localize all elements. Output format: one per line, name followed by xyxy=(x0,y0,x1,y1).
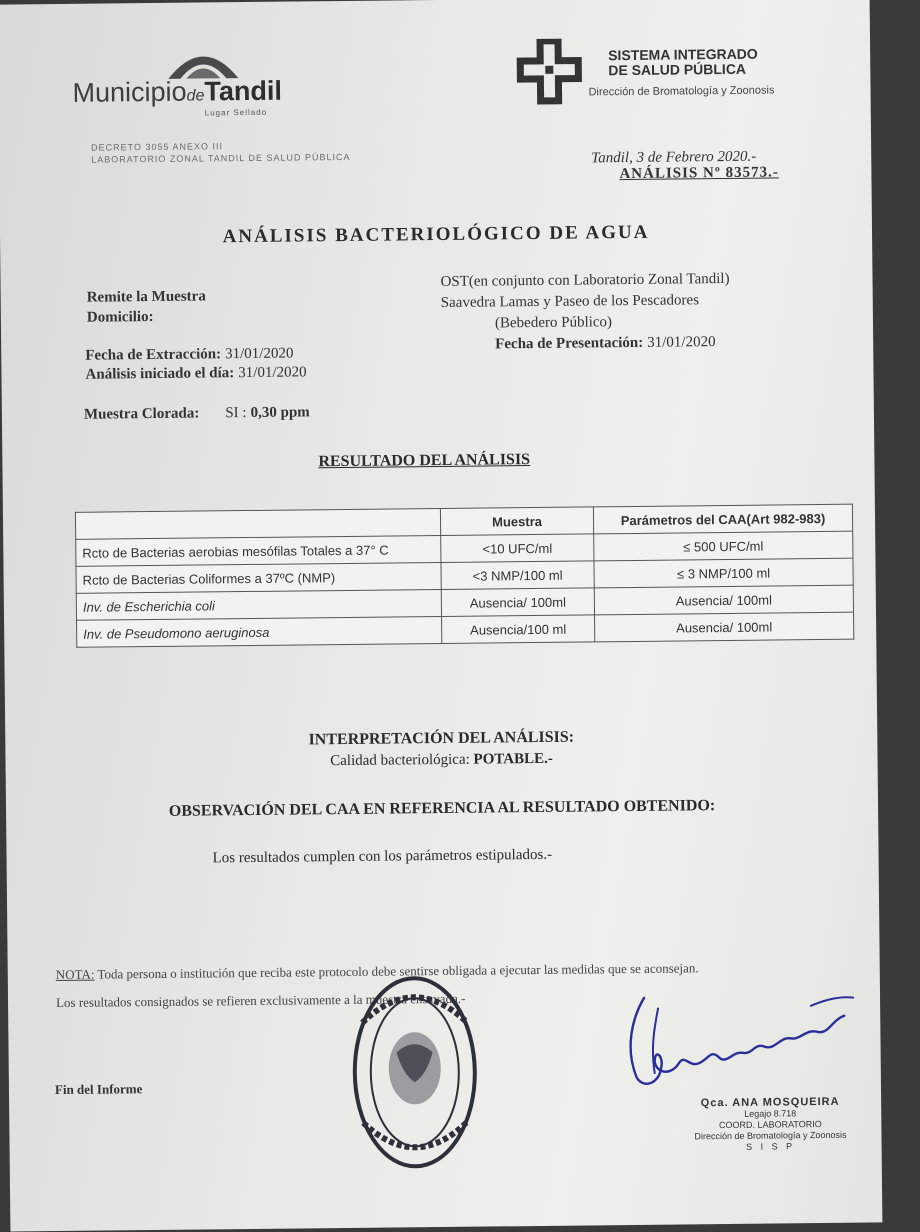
table-cell-sample: Ausencia/ 100ml xyxy=(441,588,594,617)
observation-text: Los resultados cumplen con los parámetros estipulados.- xyxy=(212,846,553,867)
municipio-pre: Municipio xyxy=(72,76,187,108)
document-title: ANÁLISIS BACTERIOLÓGICO DE AGUA xyxy=(222,221,650,248)
iniciado-label: Análisis iniciado el día: xyxy=(85,365,235,383)
sistema-line1: SISTEMA INTEGRADO xyxy=(608,45,758,64)
quality-label: Calidad bacteriológica: xyxy=(330,751,470,770)
table-cell-limit: ≤ 3 NMP/100 ml xyxy=(594,558,853,588)
extraccion-label: Fecha de Extracción: xyxy=(85,346,222,364)
table-cell-sample: Ausencia/100 ml xyxy=(442,615,595,644)
analisis-number: ANÁLISIS Nº 83573.- xyxy=(619,164,779,183)
table-cell-parameter: Inv. de Escherichia coli xyxy=(76,589,441,620)
results-table xyxy=(75,504,854,648)
remite-value: OST(en conjunto con Laboratorio Zonal Tandil) xyxy=(440,270,730,290)
remite-label: Remite la Muestra xyxy=(86,288,206,306)
signer-name: Qca. ANA MOSQUEIRA xyxy=(700,1095,840,1110)
place-date: Tandil, 3 de Febrero 2020.- xyxy=(591,148,757,167)
municipio-name: Tandil xyxy=(204,75,283,107)
presentacion-label: Fecha de Presentación: xyxy=(495,334,644,353)
iniciado-value: 31/01/2020 xyxy=(238,364,307,382)
nota-text2: Los resultados consignados se refieren exclusivamente a la muestra ensayada.- xyxy=(55,990,466,1011)
table-cell-limit: Ausencia/ 100ml xyxy=(594,585,853,615)
decreto-block xyxy=(91,139,350,166)
domicilio-value: Saavedra Lamas y Paseo de los Pescadores xyxy=(440,292,700,311)
municipio-arc-icon xyxy=(164,40,242,81)
municipio-logo xyxy=(72,39,343,122)
decreto-line2: LABORATORIO ZONAL TANDIL DE SALUD PÚBLICA xyxy=(91,151,351,165)
table-cell-parameter: Rcto de Bacterias Coliformes a 37ºC (NMP) xyxy=(76,562,441,593)
table-cell-limit: Ausencia/ 100ml xyxy=(595,612,854,642)
health-cross-icon xyxy=(516,38,583,105)
fin-del-informe: Fin del Informe xyxy=(54,1081,143,1098)
municipio-subtitle: Lugar Sellado xyxy=(204,107,268,118)
results-heading: RESULTADO DEL ANÁLISIS xyxy=(318,451,531,471)
nota-text1: Toda persona o institución que reciba este protocolo debe sentirse obligada a ejecutar las medidas que se aconsejan. xyxy=(94,960,699,982)
signature-stamp xyxy=(665,1059,876,1191)
extraccion-value: 31/01/2020 xyxy=(225,345,294,363)
presentacion-value: 31/01/2020 xyxy=(647,334,716,351)
signer-role: COORD. LABORATORIO xyxy=(718,1119,822,1131)
table-header-cell: Parámetros del CAA(Art 982-983) xyxy=(593,504,852,534)
official-stamp-icon xyxy=(348,972,482,1173)
quality-value: POTABLE.- xyxy=(473,750,553,768)
domicilio-note: (Bebedero Público) xyxy=(494,314,613,332)
observation-heading: OBSERVACIÓN DEL CAA EN REFERENCIA AL RESULTADO OBTENIDO: xyxy=(168,797,716,820)
clorada-value: 0,30 ppm xyxy=(250,404,310,421)
table-cell-sample: <3 NMP/100 ml xyxy=(441,561,594,590)
domicilio-label: Domicilio: xyxy=(86,308,154,326)
signer-org: S I S P xyxy=(746,1141,796,1152)
clorada-label: Muestra Clorada: xyxy=(83,405,200,423)
table-cell-sample: <10 UFC/ml xyxy=(441,534,594,563)
sistema-logo xyxy=(516,36,817,119)
signer-legajo: Legajo 8.718 xyxy=(744,1108,797,1119)
decreto-line1: DECRETO 3055 ANEXO III xyxy=(91,141,224,153)
nota-label: NOTA: xyxy=(55,966,95,983)
table-header-cell: Muestra xyxy=(440,507,593,536)
table-header-cell xyxy=(75,508,440,539)
sistema-line3: Dirección de Bromatología y Zoonosis xyxy=(588,84,775,99)
table-cell-limit: ≤ 500 UFC/ml xyxy=(594,531,853,561)
sistema-line2: DE SALUD PÚBLICA xyxy=(608,60,747,79)
clorada-si: SI : xyxy=(225,405,247,422)
table-cell-parameter: Inv. de Pseudomono aeruginosa xyxy=(77,616,442,647)
interpretation-heading: INTERPRETACIÓN DEL ANÁLISIS: xyxy=(308,728,575,749)
table-cell-parameter: Rcto de Bacterias aerobias mesófilas Totales a 37° C xyxy=(76,535,441,566)
signer-dept: Dirección de Bromatología y Zoonosis xyxy=(694,1129,847,1142)
municipio-de: de xyxy=(186,87,205,105)
